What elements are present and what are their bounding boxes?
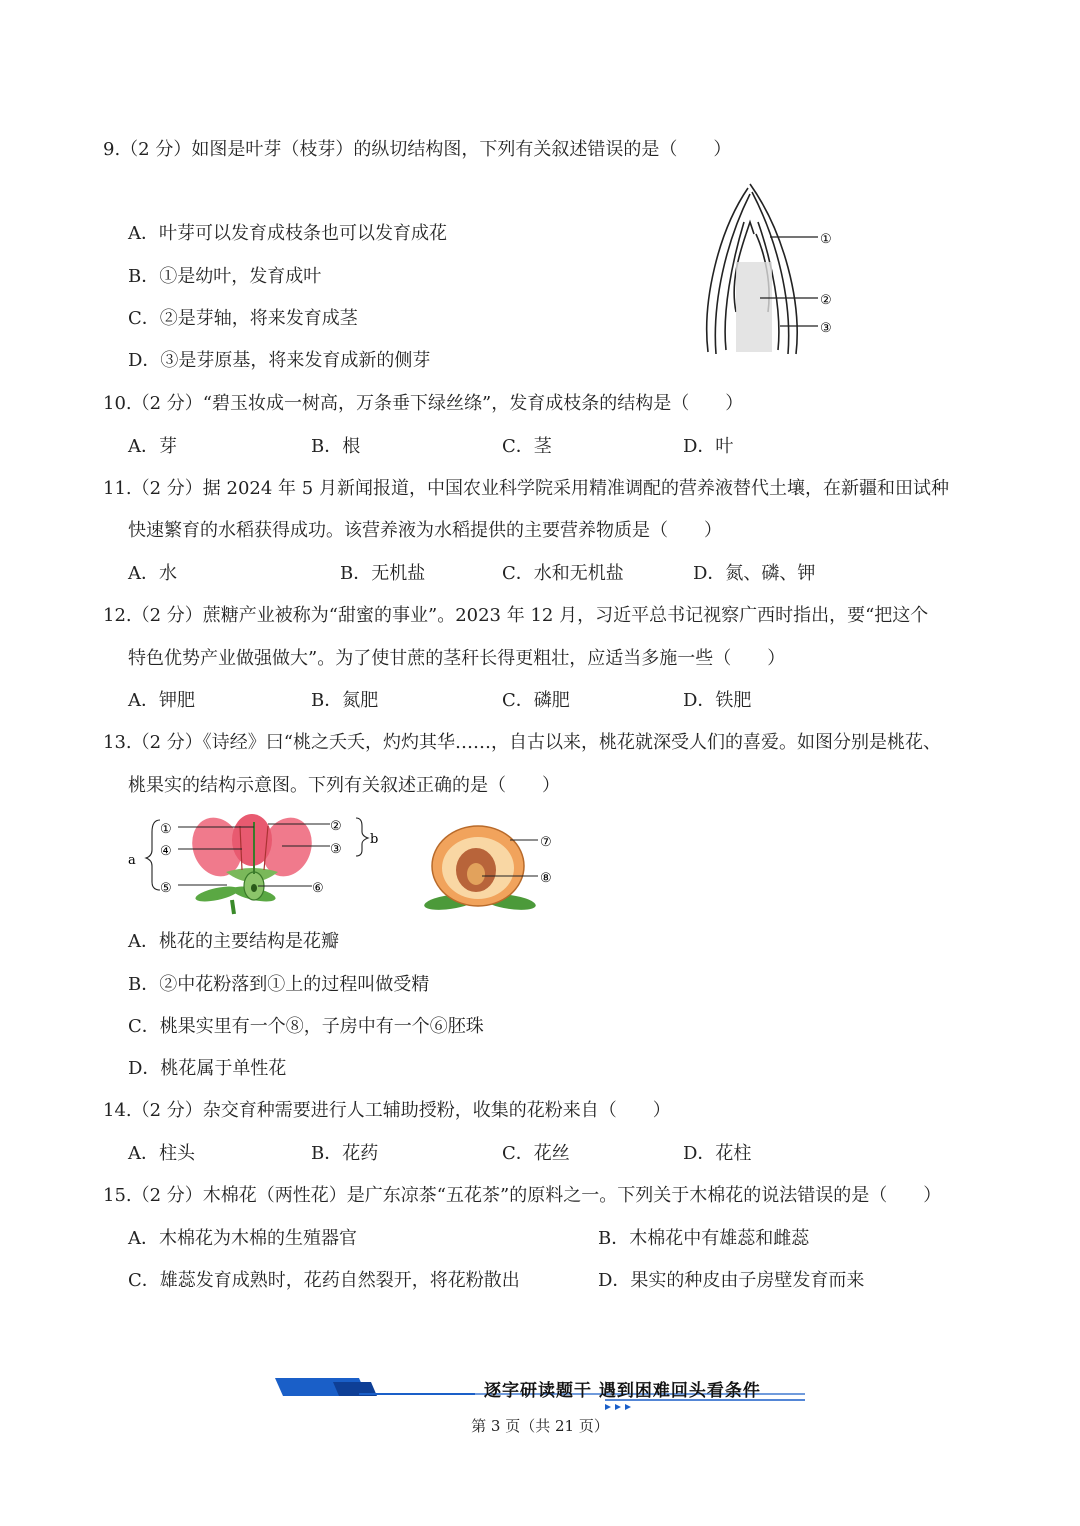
fruit-label-7: ⑦: [540, 835, 552, 850]
leaf-bud-diagram: [700, 182, 850, 358]
q15-option-b: B．木棉花中有雄蕊和雌蕊: [598, 1228, 810, 1249]
flower-label-5: ⑤: [160, 881, 172, 896]
bud-label-2: ②: [820, 293, 832, 308]
q14-option-c: C．花丝: [502, 1143, 570, 1164]
q9-option-d: D．③是芽原基，将来发育成新的侧芽: [128, 350, 431, 371]
flower-label-4: ④: [160, 844, 172, 859]
peach-fruit-diagram: [418, 818, 568, 913]
peach-flower-diagram: [122, 812, 392, 918]
flower-label-2: ②: [330, 819, 342, 834]
q12-option-b: B．氮肥: [311, 690, 379, 711]
q10-option-d: D．叶: [683, 436, 734, 457]
q15-option-a: A．木棉花为木棉的生殖器官: [128, 1228, 357, 1249]
flower-label-a: a: [128, 853, 136, 868]
q11-option-d: D．氮、磷、钾: [693, 563, 816, 584]
flower-label-1: ①: [160, 822, 172, 837]
q11-stem-line2: 快速繁育的水稻获得成功。该营养液为水稻提供的主要营养物质是（ ）: [128, 520, 722, 541]
q11-stem-line1: 11.（2 分）据 2024 年 5 月新闻报道，中国农业科学院采用精准调配的营养液替代土壤，在新疆和田试种: [103, 478, 949, 499]
q9-stem: 9.（2 分）如图是叶芽（枝芽）的纵切结构图，下列有关叙述错误的是（ ）: [103, 139, 732, 160]
q13-option-c: C．桃果实里有一个⑧，子房中有一个⑥胚珠: [128, 1016, 484, 1037]
q13-option-a: A．桃花的主要结构是花瓣: [128, 931, 339, 952]
q9-option-a: A．叶芽可以发育成枝条也可以发育成花: [128, 223, 447, 244]
page-number: 第 3 页（共 21 页）: [471, 1417, 609, 1435]
q15-stem: 15.（2 分）木棉花（两性花）是广东凉茶“五花茶”的原料之一。下列关于木棉花的说法错误的是（ ）: [103, 1185, 942, 1206]
q11-option-c: C．水和无机盐: [502, 563, 624, 584]
q13-option-d: D．桃花属于单性花: [128, 1058, 287, 1079]
q14-option-d: D．花柱: [683, 1143, 752, 1164]
q13-stem-line2: 桃果实的结构示意图。下列有关叙述正确的是（ ）: [128, 775, 560, 796]
q10-stem: 10.（2 分）“碧玉妆成一树高，万条垂下绿丝绦”，发育成枝条的结构是（ ）: [103, 393, 744, 414]
q12-stem-line2: 特色优势产业做强做大”。为了使甘蔗的茎秆长得更粗壮，应适当多施一些（ ）: [128, 648, 786, 669]
fruit-label-8: ⑧: [540, 871, 552, 886]
q15-option-c: C．雄蕊发育成熟时，花药自然裂开，将花粉散出: [128, 1270, 520, 1291]
q11-option-a: A．水: [128, 563, 177, 584]
flower-label-b: b: [370, 832, 379, 847]
flower-label-6: ⑥: [312, 881, 324, 896]
flower-label-3: ③: [330, 842, 342, 857]
q9-option-c: C．②是芽轴，将来发育成茎: [128, 308, 358, 329]
q13-stem-line1: 13.（2 分）《诗经》曰“桃之夭夭，灼灼其华……，自古以来，桃花就深受人们的喜爱。如图分别是桃花、: [103, 732, 941, 753]
q12-option-d: D．铁肥: [683, 690, 752, 711]
q9-option-b: B．①是幼叶，发育成叶: [128, 266, 322, 287]
footer-slogan: 逐字研读题干 遇到困难回头看条件: [484, 1381, 761, 1401]
q10-option-b: B．根: [311, 436, 361, 457]
bud-label-1: ①: [820, 232, 832, 247]
q14-stem: 14.（2 分）杂交育种需要进行人工辅助授粉，收集的花粉来自（ ）: [103, 1100, 671, 1121]
q14-option-a: A．柱头: [128, 1143, 195, 1164]
q14-option-b: B．花药: [311, 1143, 379, 1164]
q15-option-d: D．果实的种皮由子房壁发育而来: [598, 1270, 865, 1291]
q12-option-a: A．钾肥: [128, 690, 195, 711]
q12-stem-line1: 12.（2 分）蔗糖产业被称为“甜蜜的事业”。2023 年 12 月，习近平总书记视察广西时指出，要“把这个: [103, 605, 929, 626]
q10-option-c: C．茎: [502, 436, 552, 457]
q13-option-b: B．②中花粉落到①上的过程叫做受精: [128, 974, 430, 995]
q10-option-a: A．芽: [128, 436, 177, 457]
bud-label-3: ③: [820, 321, 832, 336]
q11-option-b: B．无机盐: [340, 563, 426, 584]
q12-option-c: C．磷肥: [502, 690, 570, 711]
